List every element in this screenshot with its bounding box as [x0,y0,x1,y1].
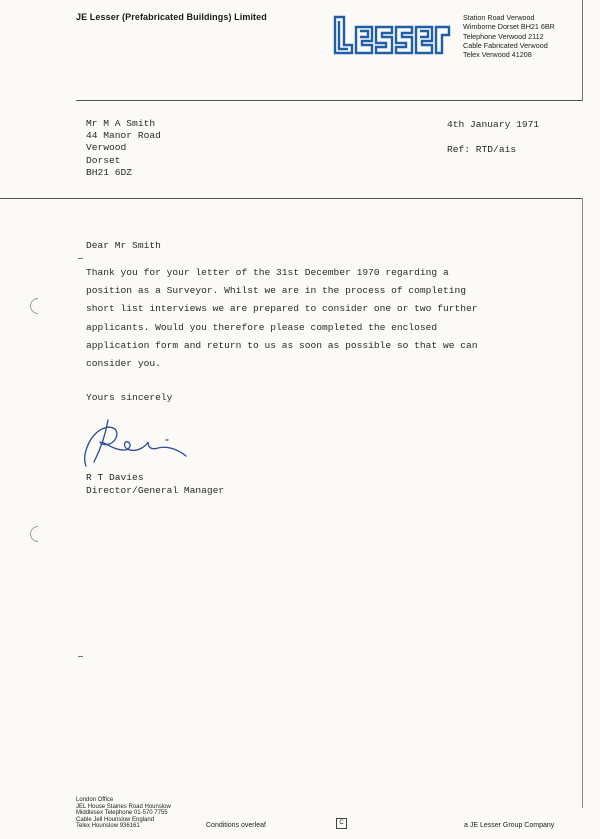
company-name: JE Lesser (Prefabricated Buildings) Limited [76,12,267,22]
fold-line [582,0,583,101]
punch-hole-mark [27,523,50,546]
salutation: Dear Mr Smith [86,240,161,251]
london-office-line: London Office [76,797,114,803]
signature [80,416,192,468]
signer-block [86,472,224,497]
recipient-line: Dorset [86,154,121,166]
address-line: Wimborne Dorset BH21 6BR [463,22,555,32]
logo-text: Lesser [332,14,336,15]
body-line: application form and return to us as soon as possible so that we can [86,339,478,351]
fold-tick [78,258,83,259]
conditions-overleaf: Conditions overleaf [206,822,266,829]
london-office-line: Cable Jell Hounslow England [76,816,155,823]
header-divider [76,100,582,101]
recipient-line: BH21 6DZ [86,166,133,178]
letter-reference: Ref: RTD/ais [447,144,517,155]
london-office-line: Middlesex Telephone 01-570 7755 [76,810,168,817]
body-line: consider you. [86,358,161,370]
body-line: Thank you for your letter of the 31st December 1970 regarding a [86,267,449,278]
recipient-line: Mr M A Smith [86,118,156,129]
address-line: Telex Verwood 41208 [463,50,532,60]
group-company: a JE Lesser Group Company [464,822,555,829]
fold-tick [78,656,83,657]
recipient-line: Verwood [86,142,127,154]
recipient-line: 44 Manor Road [86,130,161,142]
body-line: short list interviews we are prepared to consider one or two further [86,303,478,315]
lesser-logo [332,14,452,56]
letter-date: 4th January 1971 [447,119,540,130]
london-office-line: Telex Hounslow 936161 [76,823,140,830]
box-mark: C [336,818,347,829]
company-address [463,13,555,59]
body-line: applicants. Would you therefore please completed the enclosed [86,321,438,333]
address-line: Station Road Verwood [463,13,535,22]
address-divider [0,198,582,199]
address-line: Telephone Verwood 2112 [463,31,544,41]
signer-name: R T Davies [86,472,144,483]
london-office-line: JEL House Staines Road Hounslow [76,803,171,810]
body-line: position as a Surveyor. Whilst we are in the process of completing [86,285,466,297]
address-line: Cable Fabricated Verwood [463,40,548,50]
recipient-address [86,118,161,179]
punch-hole-mark [27,295,50,318]
signer-title: Director/General Manager [86,484,225,496]
letter-body [86,264,478,373]
closing: Yours sincerely [86,392,173,403]
london-office [76,797,171,830]
margin-line [582,198,583,808]
